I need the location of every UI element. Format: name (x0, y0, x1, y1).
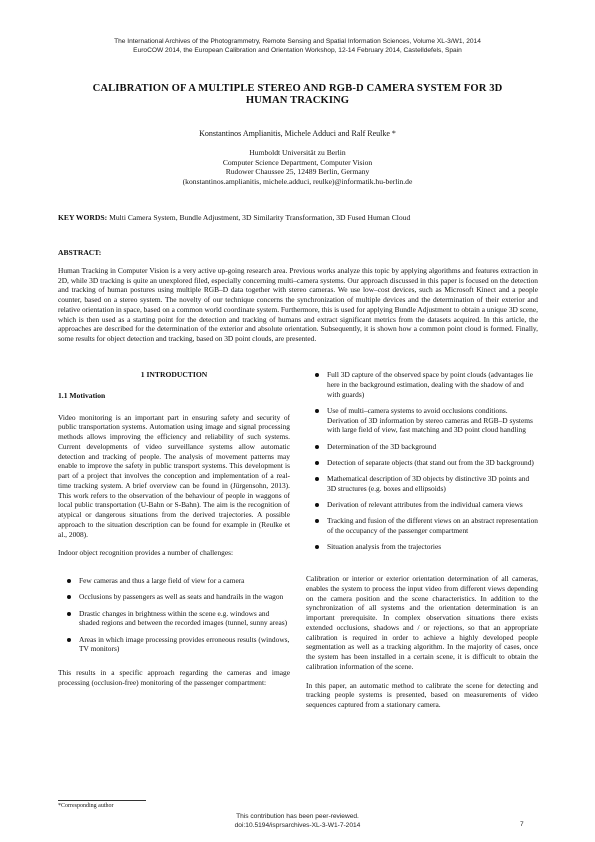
bullet-icon (315, 461, 319, 465)
affiliation-department: Computer Science Department, Computer Vision (222, 157, 373, 167)
title-line-1: CALIBRATION OF A MULTIPLE STEREO AND RGB-D CAMERA SYSTEM FOR 3D (92, 83, 503, 94)
bullet-icon (315, 477, 319, 481)
affiliation-block (60, 148, 535, 187)
page-number: 7 (520, 821, 524, 828)
bullet-icon (315, 519, 319, 523)
bullet-icon (67, 638, 71, 642)
list-item: Mathematical description of 3D objects by distinctive 3D points and 3D structures (e.g. boxes and ellipsoids) (314, 474, 538, 494)
list-item: Use of multi–camera systems to avoid occlusions conditions. Derivation of 3D information by stereo cameras and RGB–D systems with large field of view, fast matching and 3D point cloud handling (314, 406, 538, 435)
section-heading: 1 INTRODUCTION (140, 370, 208, 379)
author-list: Konstantinos Amplianitis, Michele Adduci and Ralf Reulke * (199, 129, 396, 138)
list-item: Drastic changes in brightness within the scene e.g. windows and shaded regions and between the recorded images (tunnel, sunny areas) (66, 609, 290, 629)
list-item: Derivation of relevant attributes from the individual camera views (314, 500, 538, 510)
title-line-2: HUMAN TRACKING (245, 94, 350, 106)
peer-review-note: This contribution has been peer-reviewed. (236, 813, 359, 820)
intro-paragraph-1: Video monitoring is an important part in ensuring safety and security of public transportation systems. Automation using image and signal processing methods allows improving the efficiency and reliability of such systems. Current developments of video surveillance systems allow automatic detection and tracking of people. The analysis of movement patterns may enable to improve the safety in public transport systems. This development is part of a project that involves the conception and implementation of a real-time tracking system. A brief overview can be found in (Jürgensohn, 2013). This work refers to the observation of the behaviour of people in waggons of local public transportation (U-Bahn or S-Bahn). The aim is the recognition of atypical or dangerous situations from the derived trajectories. A possible approach to the situation description can be found for example in (Reulke et al., 2008). (58, 412, 290, 539)
footnote: *Corresponding author (58, 803, 114, 809)
challenges-list (58, 576, 290, 654)
affiliation-email: (konstantinos.amplianitis, michele.adduci, reulke)@informatik.hu-berlin.de (182, 177, 413, 187)
list-item: Areas in which image processing provides erroneous results (windows, TV monitors) (66, 635, 290, 655)
doi-link[interactable]: doi:10.5194/isprsarchives-XL-3-W1-7-2014 (234, 822, 361, 829)
bullet-icon (67, 595, 71, 599)
affiliation-university: Humboldt Universität zu Berlin (249, 148, 346, 157)
list-item: Few cameras and thus a large field of view for a camera (66, 576, 290, 586)
bullet-icon (67, 579, 71, 583)
page-footer (0, 812, 595, 830)
left-column (58, 370, 290, 688)
bullet-icon (315, 545, 319, 549)
bullet-icon (315, 445, 319, 449)
approach-list (306, 370, 538, 552)
calibration-paragraph: Calibration or interior or exterior orientation determination of all cameras, enables the system to process the input video from different views depending on the camera position and the scene characteristics. In addition to the synchronization of all systems and the orientation determination is an important prerequisite. In complex observation situations there exists extended occlusions, shadows and / or rejections, so that an appropriate calibration is required in order to achieve a highly developed people segmentation as well as a tracking algorithm. In the majority of cases, once the system has been installed in a certain scene, it is difficult to obtain the calibration information of the scene. (306, 574, 538, 671)
keywords (58, 213, 538, 223)
intro-paragraph-3: This results in a specific approach regarding the cameras and image processing (occlusion-free) monitoring of the passenger compartment: (58, 668, 290, 687)
list-item: Situation analysis from the trajectories (314, 542, 538, 552)
footnote-rule (58, 800, 146, 801)
list-item: Detection of separate objects (that stand out from the 3D background) (314, 458, 538, 468)
header-line-2: EuroCOW 2014, the European Calibration and Orientation Workshop, 12-14 February 2014, Castelldefels, Spain (133, 47, 462, 54)
affiliation-address: Rudower Chaussee 25, 12489 Berlin, Germany (225, 167, 370, 177)
list-item: Full 3D capture of the observed space by point clouds (advantages lie here in the background estimation, dealing with the shadow of and with guards) (314, 370, 538, 399)
journal-header (0, 37, 595, 55)
list-item: Determination of the 3D background (314, 442, 538, 452)
bullet-icon (315, 373, 319, 377)
bullet-icon (315, 409, 319, 413)
method-paragraph: In this paper, an automatic method to calibrate the scene for detecting and tracking people systems is presented, based on measurements of video sequences captured from a stationary camera. (306, 680, 538, 709)
list-item: Tracking and fusion of the different views on an abstract representation of the occupancy of the passenger compartment (314, 516, 538, 536)
keywords-text: Multi Camera System, Bundle Adjustment, 3D Similarity Transformation, 3D Fused Human Cloud (109, 213, 411, 222)
list-item: Occlusions by passengers as well as seats and handrails in the wagon (66, 592, 290, 602)
abstract-text: Human Tracking in Computer Vision is a very active up-going research area. Previous works analyze this topic by applying algorithms and features extraction in 2D, while 3D tracking is quite an unexplored filed, especially concerning multi–camera systems. Our approach discussed in this paper is focused on the detection and tracking of human postures using multiple RGB–D data together with stereo cameras. We use low–cost devices, such as Microsoft Kinect and a people counter, based on a stereo system. The novelty of our technique concerns the synchronization of multiple devices and the determination of their exterior and relative orientation in space, based on a common world coordinate system. Furthermore, this is used for applying Bundle Adjustment to obtain a unique 3D scene, which is then used as a starting point for the detection and tracking of humans and extract significant metrics from the datasets acquired. In this article, the approaches are described for the determination of the exterior and absolute orientation. Subsequently, it is shown how a common point cloud is formed. Finally, some results for object detection and tracking, based on 3D point clouds, are presented. (58, 266, 538, 343)
paper-title (60, 83, 535, 106)
keywords-label: KEY WORDS: (58, 213, 108, 222)
right-column (306, 370, 538, 710)
subsection-heading: 1.1 Motivation (58, 390, 106, 400)
abstract-heading: ABSTRACT: (58, 248, 102, 257)
intro-paragraph-2: Indoor object recognition provides a number of challenges: (58, 548, 234, 558)
bullet-icon (67, 612, 71, 616)
bullet-icon (315, 503, 319, 507)
header-line-1: The International Archives of the Photogrammetry, Remote Sensing and Spatial Information Sciences, Volume XL-3/W1, 2014 (114, 38, 481, 45)
